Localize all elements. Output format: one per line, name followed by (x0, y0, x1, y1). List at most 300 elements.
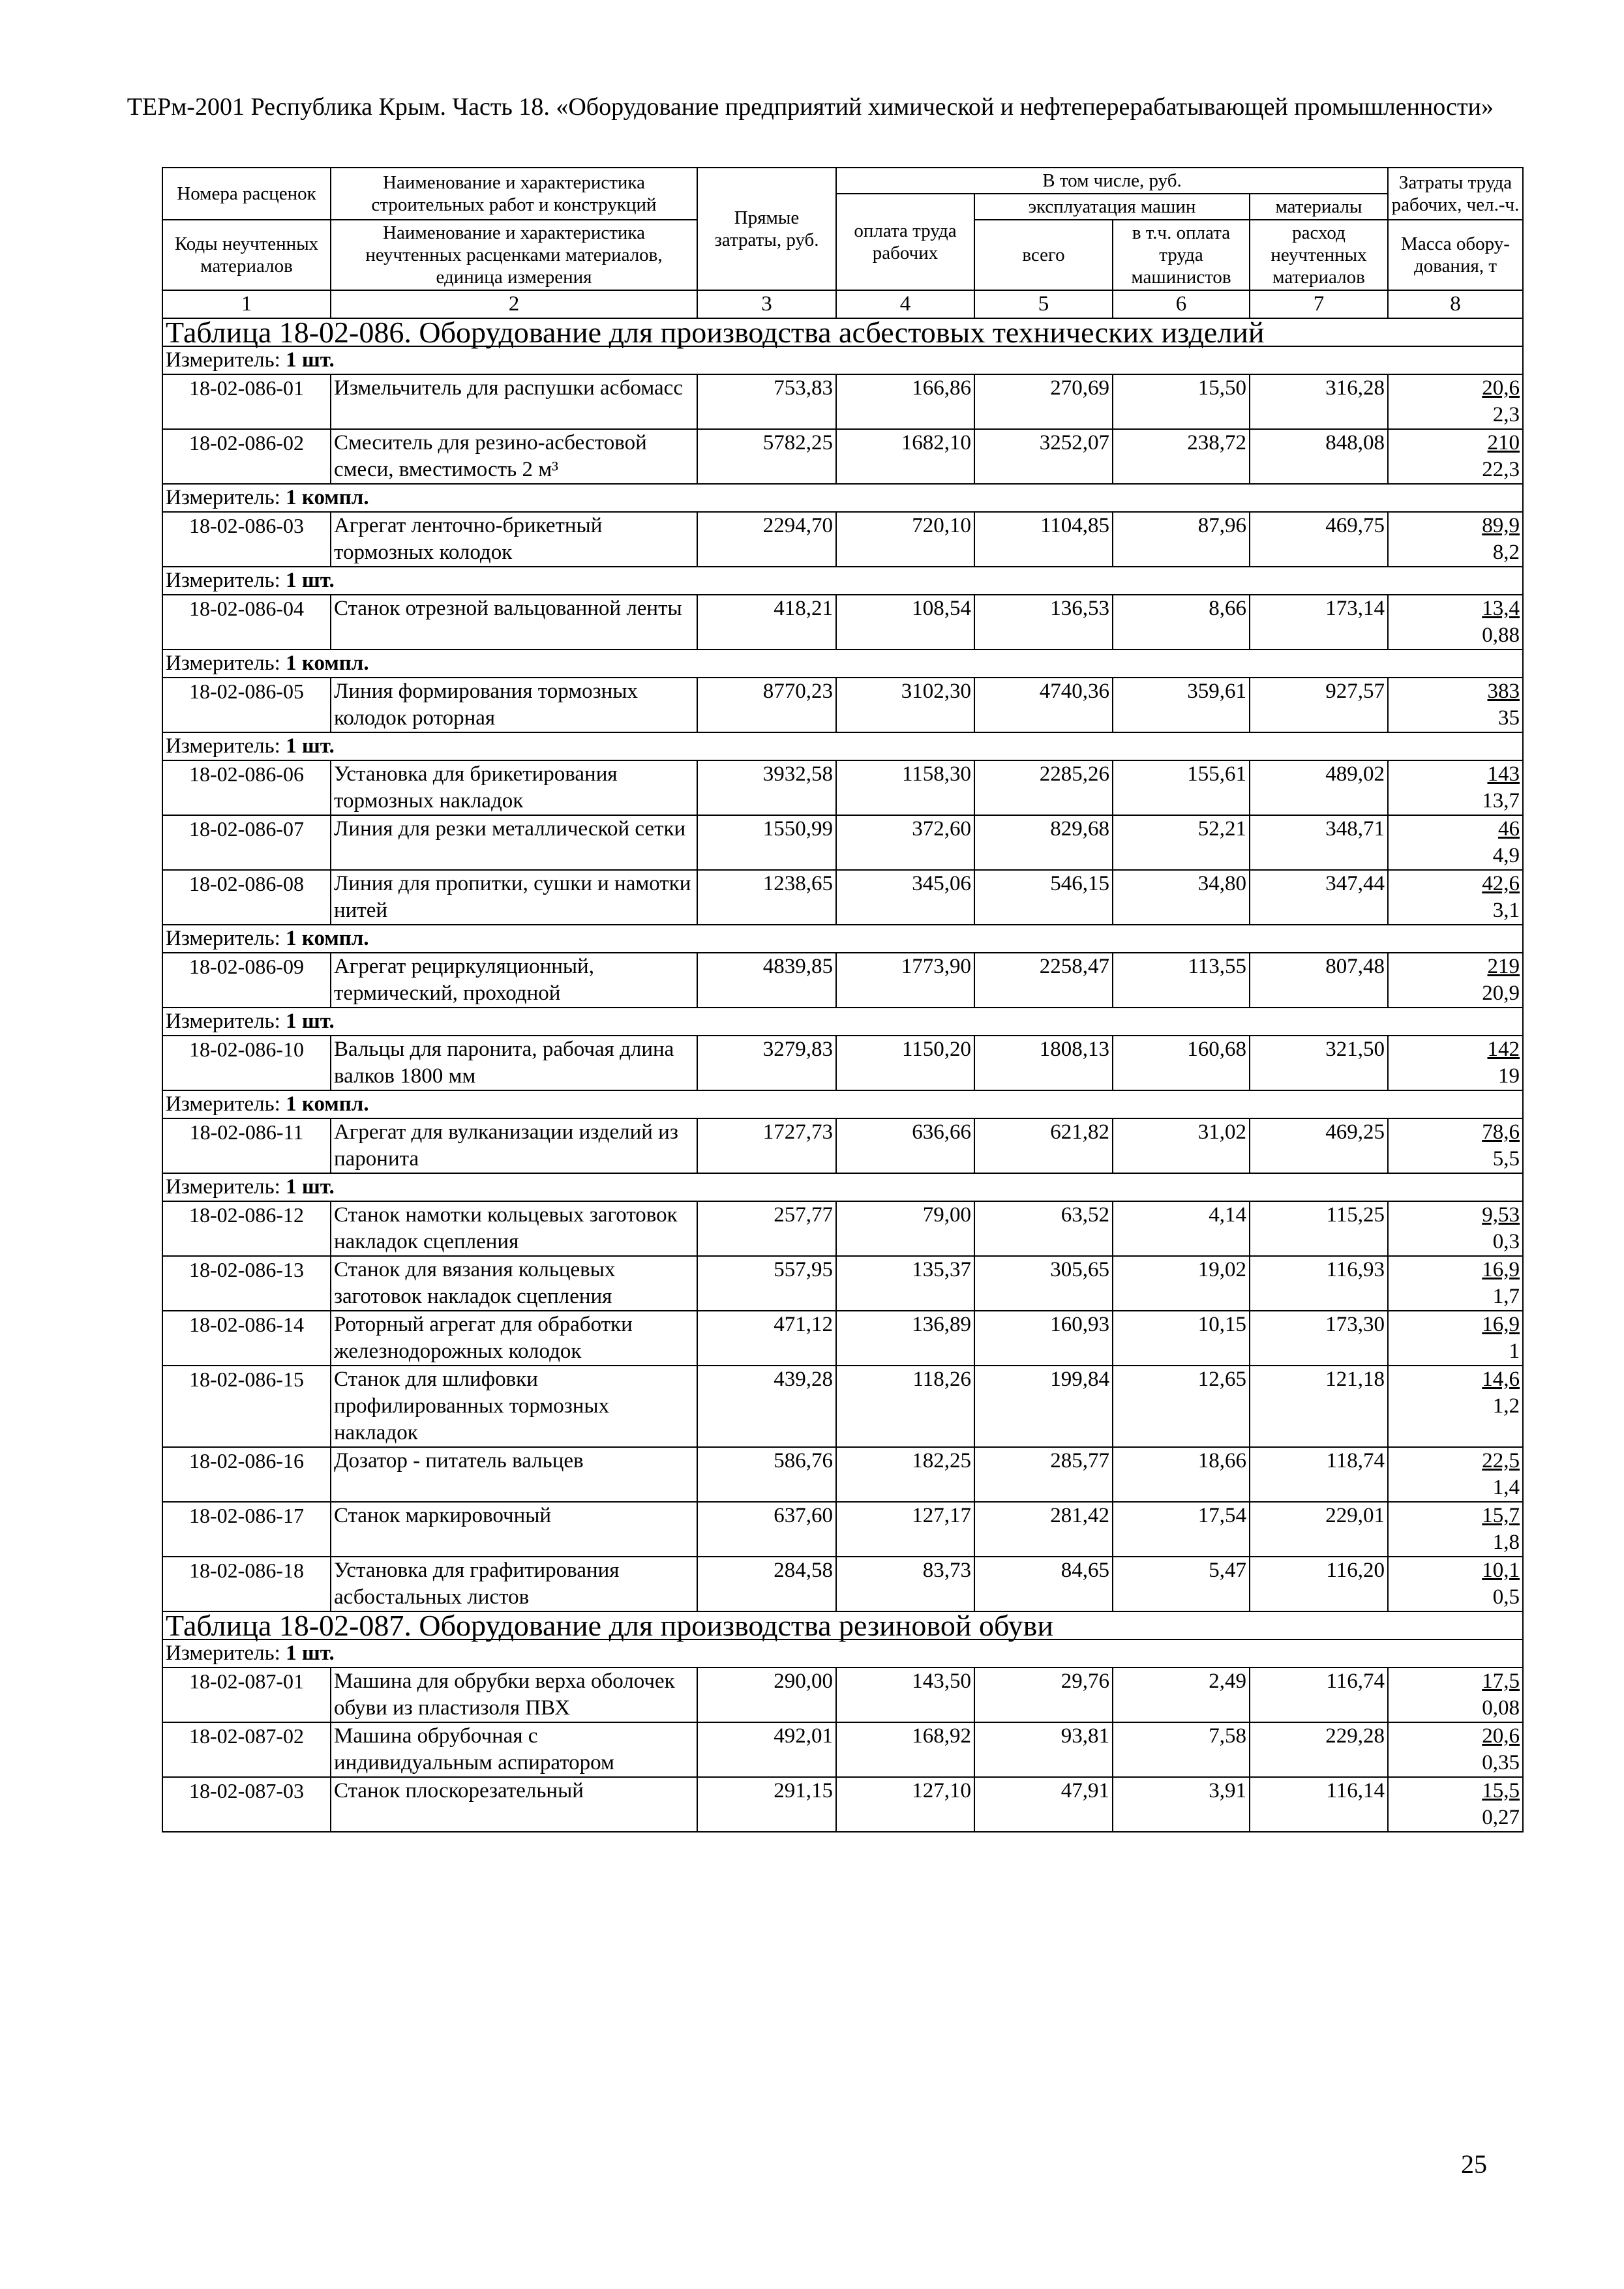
machines-total: 3252,07 (974, 429, 1113, 484)
direct-costs: 557,95 (697, 1256, 836, 1311)
materials-cost: 229,28 (1250, 1722, 1388, 1777)
measure-label: Измеритель: (166, 927, 286, 950)
direct-costs: 290,00 (697, 1668, 836, 1722)
labor-and-mass (1388, 1366, 1523, 1447)
measure-unit (162, 1090, 1523, 1118)
table-row (162, 1036, 1523, 1090)
header-material-codes: Коды неучтенных материалов (162, 220, 331, 290)
rate-code: 18-02-086-07 (162, 815, 331, 870)
direct-costs: 5782,25 (697, 429, 836, 484)
measure-label: Измеритель: (166, 569, 286, 592)
labor-hours: 142 (1487, 1038, 1520, 1061)
equipment-mass: 20,9 (1482, 981, 1520, 1005)
measure-unit (162, 1639, 1523, 1668)
labor-hours: 20,6 (1482, 376, 1520, 400)
measure-value: 1 компл. (286, 927, 369, 950)
labor-hours: 219 (1487, 955, 1520, 978)
materials-cost: 118,74 (1250, 1447, 1388, 1502)
materials-cost: 321,50 (1250, 1036, 1388, 1090)
machinist-pay: 2,49 (1113, 1668, 1250, 1722)
table-row (162, 595, 1523, 650)
direct-costs: 637,60 (697, 1502, 836, 1557)
direct-costs: 492,01 (697, 1722, 836, 1777)
measure-row (162, 1173, 1523, 1201)
machines-total: 1104,85 (974, 512, 1113, 567)
machines-total: 285,77 (974, 1447, 1113, 1502)
section-title: Таблица 18-02-087. Оборудование для производства резиновой обуви (162, 1611, 1523, 1639)
worker-pay: 636,66 (836, 1118, 974, 1173)
work-name: Станок для шлифовки профилированных тормозных накладок (331, 1366, 697, 1447)
worker-pay: 720,10 (836, 512, 974, 567)
equipment-mass: 0,35 (1482, 1751, 1520, 1774)
direct-costs: 1238,65 (697, 870, 836, 925)
worker-pay: 182,25 (836, 1447, 974, 1502)
measure-label: Измеритель: (166, 486, 286, 509)
table-row (162, 953, 1523, 1008)
equipment-mass: 19 (1498, 1064, 1520, 1088)
table-header (162, 168, 1523, 318)
section-title: Таблица 18-02-086. Оборудование для производства асбестовых технических изделий (162, 318, 1523, 346)
worker-pay: 108,54 (836, 595, 974, 650)
labor-hours: 210 (1487, 431, 1520, 455)
rate-code: 18-02-087-01 (162, 1668, 331, 1722)
work-name: Агрегат ленточно-брикетный тормозных колодок (331, 512, 697, 567)
section-title-row (162, 318, 1523, 346)
rate-code: 18-02-086-18 (162, 1557, 331, 1611)
table-row (162, 870, 1523, 925)
rate-code: 18-02-086-08 (162, 870, 331, 925)
rate-code: 18-02-086-10 (162, 1036, 331, 1090)
work-name: Смеситель для резино-асбестовой смеси, вместимость 2 м³ (331, 429, 697, 484)
materials-cost: 489,02 (1250, 760, 1388, 815)
equipment-mass: 1,2 (1492, 1394, 1520, 1418)
worker-pay: 127,10 (836, 1777, 974, 1832)
direct-costs: 2294,70 (697, 512, 836, 567)
table-body (162, 318, 1523, 1832)
measure-row (162, 925, 1523, 953)
table-row (162, 815, 1523, 870)
work-name: Измельчитель для распушки асбомасс (331, 374, 697, 429)
work-name: Линия формирования тормозных колодок роторная (331, 678, 697, 732)
measure-row (162, 650, 1523, 678)
machinist-pay: 155,61 (1113, 760, 1250, 815)
rate-code: 18-02-086-17 (162, 1502, 331, 1557)
worker-pay: 168,92 (836, 1722, 974, 1777)
table-row (162, 1366, 1523, 1447)
table-row (162, 1502, 1523, 1557)
work-name: Установка для графитирования асбостальных листов (331, 1557, 697, 1611)
measure-label: Измеритель: (166, 1175, 286, 1199)
equipment-mass: 1,7 (1492, 1285, 1520, 1308)
materials-cost: 116,14 (1250, 1777, 1388, 1832)
table-row (162, 678, 1523, 732)
machinist-pay: 5,47 (1113, 1557, 1250, 1611)
direct-costs: 257,77 (697, 1201, 836, 1256)
machinist-pay: 12,65 (1113, 1366, 1250, 1447)
labor-hours: 20,6 (1482, 1724, 1520, 1748)
table-row (162, 1447, 1523, 1502)
machines-total: 29,76 (974, 1668, 1113, 1722)
machinist-pay: 34,80 (1113, 870, 1250, 925)
materials-cost: 927,57 (1250, 678, 1388, 732)
table-row (162, 374, 1523, 429)
measure-label: Измеритель: (166, 651, 286, 675)
work-name: Машина для обрубки верха оболочек обуви из пластизоля ПВХ (331, 1668, 697, 1722)
machines-total: 270,69 (974, 374, 1113, 429)
worker-pay: 118,26 (836, 1366, 974, 1447)
labor-hours: 17,5 (1482, 1669, 1520, 1693)
table-row (162, 1118, 1523, 1173)
measure-value: 1 шт. (286, 1010, 335, 1033)
table-row (162, 1557, 1523, 1611)
measure-row (162, 1008, 1523, 1036)
direct-costs: 3932,58 (697, 760, 836, 815)
labor-and-mass (1388, 678, 1523, 732)
measure-label: Измеритель: (166, 348, 286, 372)
column-number: 1 (162, 290, 331, 318)
header-rate-numbers: Номера расценок (162, 168, 331, 220)
rate-code: 18-02-086-15 (162, 1366, 331, 1447)
measure-value: 1 шт. (286, 348, 335, 372)
header-machines-total: всего (974, 220, 1113, 290)
section-title-row (162, 1611, 1523, 1639)
labor-and-mass (1388, 870, 1523, 925)
labor-hours: 15,7 (1482, 1504, 1520, 1527)
machines-total: 546,15 (974, 870, 1113, 925)
rate-code: 18-02-086-05 (162, 678, 331, 732)
labor-hours: 16,9 (1482, 1313, 1520, 1336)
equipment-mass: 0,88 (1482, 623, 1520, 647)
machinist-pay: 3,91 (1113, 1777, 1250, 1832)
labor-and-mass (1388, 429, 1523, 484)
labor-and-mass (1388, 1557, 1523, 1611)
measure-row (162, 346, 1523, 374)
header-material-name: Наименование и характеристика неучтенных расценками материалов, единица измерения (331, 220, 697, 290)
column-number: 8 (1388, 290, 1523, 318)
measure-row (162, 1090, 1523, 1118)
table-row (162, 760, 1523, 815)
labor-hours: 143 (1487, 762, 1520, 786)
labor-hours: 383 (1487, 680, 1520, 703)
direct-costs: 1727,73 (697, 1118, 836, 1173)
work-name: Дозатор - питатель вальцев (331, 1447, 697, 1502)
worker-pay: 1150,20 (836, 1036, 974, 1090)
machines-total: 2258,47 (974, 953, 1113, 1008)
measure-unit (162, 567, 1523, 595)
page-header: ТЕРм-2001 Республика Крым. Часть 18. «Оборудование предприятий химической и нефтеперерабатывающей промышленности» (127, 93, 1494, 121)
labor-hours: 15,5 (1482, 1779, 1520, 1803)
equipment-mass: 2,3 (1492, 403, 1520, 426)
rate-code: 18-02-087-03 (162, 1777, 331, 1832)
work-name: Роторный агрегат для обработки железнодорожных колодок (331, 1311, 697, 1366)
labor-hours: 14,6 (1482, 1368, 1520, 1391)
worker-pay: 143,50 (836, 1668, 974, 1722)
work-name: Вальцы для паронита, рабочая длина валков 1800 мм (331, 1036, 697, 1090)
labor-hours: 9,53 (1482, 1203, 1520, 1227)
labor-and-mass (1388, 1118, 1523, 1173)
rate-code: 18-02-086-06 (162, 760, 331, 815)
labor-and-mass (1388, 1256, 1523, 1311)
direct-costs: 1550,99 (697, 815, 836, 870)
labor-hours: 89,9 (1482, 514, 1520, 537)
measure-row (162, 567, 1523, 595)
labor-hours: 42,6 (1482, 872, 1520, 895)
equipment-mass: 3,1 (1492, 899, 1520, 922)
worker-pay: 166,86 (836, 374, 974, 429)
worker-pay: 372,60 (836, 815, 974, 870)
header-machinist-pay: в т.ч. оплата труда машинистов (1113, 220, 1250, 290)
column-number: 6 (1113, 290, 1250, 318)
header-direct-costs: Прямые затраты, руб. (697, 168, 836, 290)
work-name: Станок намотки кольцевых заготовок накладок сцепления (331, 1201, 697, 1256)
materials-cost: 848,08 (1250, 429, 1388, 484)
work-name: Установка для брикетирования тормозных накладок (331, 760, 697, 815)
equipment-mass: 4,9 (1492, 844, 1520, 867)
machines-total: 4740,36 (974, 678, 1113, 732)
labor-and-mass (1388, 1201, 1523, 1256)
equipment-mass: 1,4 (1492, 1476, 1520, 1499)
labor-and-mass (1388, 815, 1523, 870)
direct-costs: 4839,85 (697, 953, 836, 1008)
equipment-mass: 0,3 (1492, 1230, 1520, 1253)
equipment-mass: 35 (1498, 706, 1520, 730)
table-row (162, 1777, 1523, 1832)
measure-label: Измеритель: (166, 1010, 286, 1033)
column-number: 7 (1250, 290, 1388, 318)
work-name: Линия для пропитки, сушки и намотки нитей (331, 870, 697, 925)
labor-hours: 13,4 (1482, 597, 1520, 620)
machines-total: 84,65 (974, 1557, 1113, 1611)
materials-cost: 173,14 (1250, 595, 1388, 650)
measure-label: Измеритель: (166, 1092, 286, 1116)
rate-code: 18-02-086-02 (162, 429, 331, 484)
measure-value: 1 шт. (286, 1641, 335, 1665)
work-name: Линия для резки металлической сетки (331, 815, 697, 870)
measure-value: 1 компл. (286, 651, 369, 675)
direct-costs: 291,15 (697, 1777, 836, 1832)
direct-costs: 471,12 (697, 1311, 836, 1366)
rate-code: 18-02-086-01 (162, 374, 331, 429)
labor-and-mass (1388, 374, 1523, 429)
equipment-mass: 0,27 (1482, 1806, 1520, 1829)
work-name: Агрегат для вулканизации изделий из паронита (331, 1118, 697, 1173)
labor-and-mass (1388, 1777, 1523, 1832)
machines-total: 1808,13 (974, 1036, 1113, 1090)
direct-costs: 439,28 (697, 1366, 836, 1447)
machines-total: 93,81 (974, 1722, 1113, 1777)
materials-cost: 121,18 (1250, 1366, 1388, 1447)
rates-table (162, 167, 1524, 1833)
machinist-pay: 4,14 (1113, 1201, 1250, 1256)
worker-pay: 79,00 (836, 1201, 974, 1256)
header-materials: материалы (1250, 194, 1388, 220)
materials-cost: 115,25 (1250, 1201, 1388, 1256)
worker-pay: 127,17 (836, 1502, 974, 1557)
table-row (162, 429, 1523, 484)
column-number: 3 (697, 290, 836, 318)
materials-cost: 173,30 (1250, 1311, 1388, 1366)
machinist-pay: 160,68 (1113, 1036, 1250, 1090)
materials-cost: 116,93 (1250, 1256, 1388, 1311)
machines-total: 829,68 (974, 815, 1113, 870)
work-name: Станок отрезной вальцованной ленты (331, 595, 697, 650)
column-number: 2 (331, 290, 697, 318)
header-work-name: Наименование и характеристика строительных работ и конструкций (331, 168, 697, 220)
machinist-pay: 19,02 (1113, 1256, 1250, 1311)
column-number: 5 (974, 290, 1113, 318)
worker-pay: 135,37 (836, 1256, 974, 1311)
machinist-pay: 113,55 (1113, 953, 1250, 1008)
measure-unit (162, 650, 1523, 678)
machinist-pay: 52,21 (1113, 815, 1250, 870)
machines-total: 305,65 (974, 1256, 1113, 1311)
labor-hours: 10,1 (1482, 1559, 1520, 1582)
header-worker-pay: оплата труда рабочих (836, 194, 974, 290)
rate-code: 18-02-086-04 (162, 595, 331, 650)
materials-cost: 347,44 (1250, 870, 1388, 925)
materials-cost: 316,28 (1250, 374, 1388, 429)
labor-hours: 46 (1498, 817, 1520, 841)
measure-value: 1 шт. (286, 569, 335, 592)
direct-costs: 8770,23 (697, 678, 836, 732)
table-row (162, 1722, 1523, 1777)
measure-unit (162, 484, 1523, 512)
direct-costs: 284,58 (697, 1557, 836, 1611)
machinist-pay: 17,54 (1113, 1502, 1250, 1557)
machines-total: 63,52 (974, 1201, 1113, 1256)
column-numbers-row (162, 290, 1523, 318)
labor-and-mass (1388, 1722, 1523, 1777)
header-equipment-mass: Масса обору-дования, т (1388, 220, 1523, 290)
work-name: Агрегат рециркуляционный, термический, проходной (331, 953, 697, 1008)
worker-pay: 83,73 (836, 1557, 974, 1611)
equipment-mass: 0,08 (1482, 1696, 1520, 1720)
materials-cost: 807,48 (1250, 953, 1388, 1008)
equipment-mass: 5,5 (1492, 1147, 1520, 1171)
labor-and-mass (1388, 1502, 1523, 1557)
measure-unit (162, 925, 1523, 953)
rate-code: 18-02-086-03 (162, 512, 331, 567)
rate-code: 18-02-086-13 (162, 1256, 331, 1311)
measure-value: 1 компл. (286, 1092, 369, 1116)
machinist-pay: 10,15 (1113, 1311, 1250, 1366)
rate-code: 18-02-086-16 (162, 1447, 331, 1502)
machines-total: 160,93 (974, 1311, 1113, 1366)
labor-and-mass (1388, 1668, 1523, 1722)
labor-hours: 16,9 (1482, 1258, 1520, 1281)
header-material-use: расход неучтенных материалов (1250, 220, 1388, 290)
machinist-pay: 8,66 (1113, 595, 1250, 650)
equipment-mass: 1,8 (1492, 1531, 1520, 1554)
work-name: Станок плоскорезательный (331, 1777, 697, 1832)
equipment-mass: 0,5 (1492, 1585, 1520, 1609)
labor-and-mass (1388, 1311, 1523, 1366)
measure-label: Измеритель: (166, 1641, 286, 1665)
labor-and-mass (1388, 953, 1523, 1008)
machinist-pay: 7,58 (1113, 1722, 1250, 1777)
direct-costs: 753,83 (697, 374, 836, 429)
equipment-mass: 8,2 (1492, 541, 1520, 564)
measure-value: 1 компл. (286, 486, 369, 509)
worker-pay: 345,06 (836, 870, 974, 925)
direct-costs: 586,76 (697, 1447, 836, 1502)
machines-total: 281,42 (974, 1502, 1113, 1557)
measure-unit (162, 346, 1523, 374)
page-number: 25 (1461, 2149, 1487, 2179)
measure-row (162, 732, 1523, 760)
machinist-pay: 87,96 (1113, 512, 1250, 567)
header-labor-hours: Затраты труда рабочих, чел.-ч. (1388, 168, 1523, 220)
materials-cost: 116,20 (1250, 1557, 1388, 1611)
machinist-pay: 18,66 (1113, 1447, 1250, 1502)
worker-pay: 1158,30 (836, 760, 974, 815)
machines-total: 621,82 (974, 1118, 1113, 1173)
column-number: 4 (836, 290, 974, 318)
equipment-mass: 13,7 (1482, 789, 1520, 813)
rate-code: 18-02-086-09 (162, 953, 331, 1008)
measure-value: 1 шт. (286, 1175, 335, 1199)
labor-and-mass (1388, 512, 1523, 567)
measure-unit (162, 732, 1523, 760)
rate-code: 18-02-087-02 (162, 1722, 331, 1777)
direct-costs: 3279,83 (697, 1036, 836, 1090)
machinist-pay: 238,72 (1113, 429, 1250, 484)
worker-pay: 1773,90 (836, 953, 974, 1008)
machinist-pay: 359,61 (1113, 678, 1250, 732)
table-row (162, 512, 1523, 567)
measure-unit (162, 1173, 1523, 1201)
rate-code: 18-02-086-11 (162, 1118, 331, 1173)
labor-hours: 78,6 (1482, 1120, 1520, 1144)
labor-and-mass (1388, 760, 1523, 815)
rate-code: 18-02-086-12 (162, 1201, 331, 1256)
materials-cost: 229,01 (1250, 1502, 1388, 1557)
table-row (162, 1256, 1523, 1311)
direct-costs: 418,21 (697, 595, 836, 650)
machines-total: 136,53 (974, 595, 1113, 650)
measure-label: Измеритель: (166, 734, 286, 758)
materials-cost: 348,71 (1250, 815, 1388, 870)
work-name: Станок маркировочный (331, 1502, 697, 1557)
worker-pay: 3102,30 (836, 678, 974, 732)
worker-pay: 136,89 (836, 1311, 974, 1366)
equipment-mass: 1 (1509, 1339, 1520, 1363)
table-row (162, 1201, 1523, 1256)
labor-and-mass (1388, 1447, 1523, 1502)
work-name: Станок для вязания кольцевых заготовок накладок сцепления (331, 1256, 697, 1311)
worker-pay: 1682,10 (836, 429, 974, 484)
labor-hours: 22,5 (1482, 1449, 1520, 1473)
materials-cost: 469,25 (1250, 1118, 1388, 1173)
labor-and-mass (1388, 1036, 1523, 1090)
rate-code: 18-02-086-14 (162, 1311, 331, 1366)
measure-row (162, 484, 1523, 512)
labor-and-mass (1388, 595, 1523, 650)
measure-row (162, 1639, 1523, 1668)
table-row (162, 1668, 1523, 1722)
work-name: Машина обрубочная с индивидуальным аспиратором (331, 1722, 697, 1777)
machines-total: 199,84 (974, 1366, 1113, 1447)
machines-total: 47,91 (974, 1777, 1113, 1832)
header-including: В том числе, руб. (836, 168, 1388, 194)
measure-unit (162, 1008, 1523, 1036)
materials-cost: 116,74 (1250, 1668, 1388, 1722)
table-row (162, 1311, 1523, 1366)
header-machines: эксплуатация машин (974, 194, 1250, 220)
measure-value: 1 шт. (286, 734, 335, 758)
machines-total: 2285,26 (974, 760, 1113, 815)
machinist-pay: 15,50 (1113, 374, 1250, 429)
